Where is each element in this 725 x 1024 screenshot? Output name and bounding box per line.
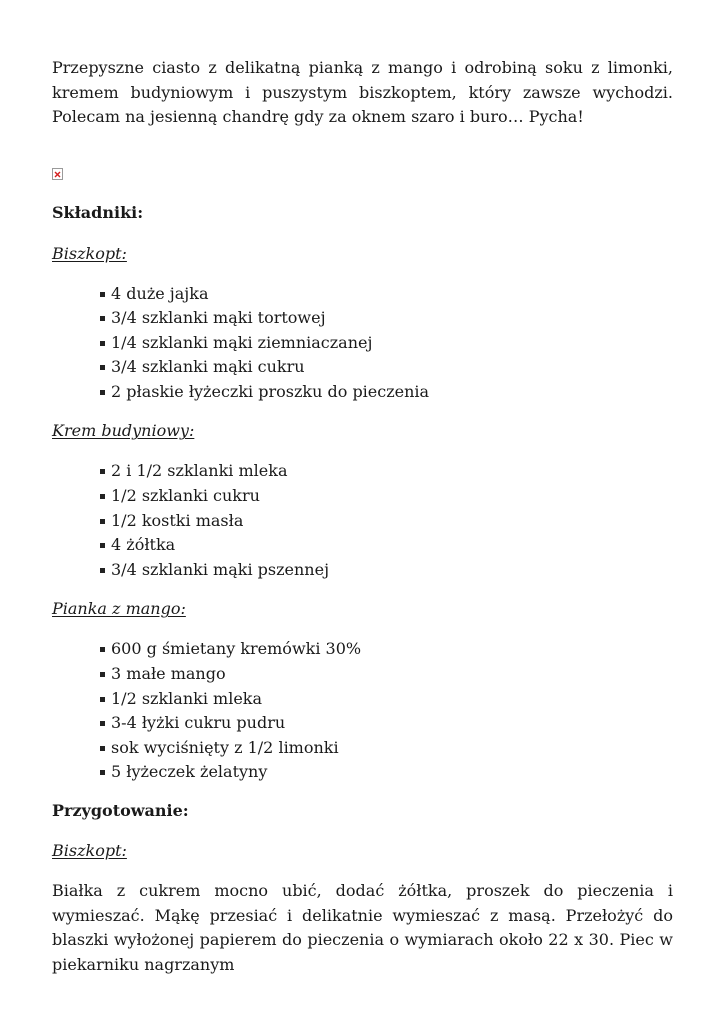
list-item: 600 g śmietany kremówki 30% — [100, 637, 673, 662]
list-item: 1/2 szklanki cukru — [100, 484, 673, 509]
preparation-heading: Przygotowanie: — [52, 801, 189, 820]
krem-ingredients-list — [52, 459, 673, 582]
bullet-icon — [100, 316, 105, 321]
intro-paragraph: Przepyszne ciasto z delikatną pianką z mango i odrobiną soku z limonki, kremem budyniowym i puszystym biszkoptem, który zawsze wychodzi. Polecam na jesienną chandrę gdy za oknem szaro i buro… Pycha! — [52, 58, 673, 126]
list-item: 3/4 szklanki mąki tortowej — [100, 306, 673, 331]
list-item: 2 i 1/2 szklanki mleka — [100, 459, 673, 484]
bullet-icon — [100, 770, 105, 775]
bullet-icon — [100, 365, 105, 370]
krem-ingredients-subheading: Krem budyniowy: — [52, 421, 195, 441]
list-item: 3/4 szklanki mąki pszennej — [100, 558, 673, 583]
list-item: 3 małe mango — [100, 662, 673, 687]
bullet-icon — [100, 543, 105, 548]
biszkopt-preparation-subheading: Biszkopt: — [52, 841, 127, 860]
broken-image-icon[interactable] — [52, 168, 63, 180]
ingredients-heading: Składniki: — [52, 202, 144, 222]
bullet-icon — [100, 292, 105, 297]
bullet-icon — [100, 341, 105, 346]
list-item: 1/2 kostki masła — [100, 509, 673, 534]
list-item: 4 żółtka — [100, 533, 673, 558]
pianka-ingredients-subheading: Pianka z mango: — [52, 599, 186, 619]
pianka-ingredients-list — [52, 637, 673, 785]
bullet-icon — [100, 697, 105, 702]
bullet-icon — [100, 519, 105, 524]
bullet-icon — [100, 746, 105, 751]
bullet-icon — [100, 721, 105, 726]
biszkopt-preparation-text: Białka z cukrem mocno ubić, dodać żółtka, proszek do pieczenia i wymieszać. Mąkę przesiać i delikatnie wymieszać z masą. Przełożyć do blaszki wyłożonej papierem do pieczenia o wymiarach około 22 x 30. Piec w piekarniku nagrzanym — [52, 881, 673, 974]
bullet-icon — [100, 390, 105, 395]
article-content — [52, 56, 673, 977]
bullet-icon — [100, 672, 105, 677]
bullet-icon — [100, 494, 105, 499]
list-item: sok wyciśnięty z 1/2 limonki — [100, 736, 673, 761]
list-item: 1/4 szklanki mąki ziemniaczanej — [100, 331, 673, 356]
bullet-icon — [100, 568, 105, 573]
list-item: 2 płaskie łyżeczki proszku do pieczenia — [100, 380, 673, 405]
bullet-icon — [100, 647, 105, 652]
list-item: 3/4 szklanki mąki cukru — [100, 355, 673, 380]
list-item: 1/2 szklanki mleka — [100, 687, 673, 712]
list-item: 5 łyżeczek żelatyny — [100, 760, 673, 785]
bullet-icon — [100, 469, 105, 474]
list-item: 3-4 łyżki cukru pudru — [100, 711, 673, 736]
list-item: 4 duże jajka — [100, 282, 673, 307]
biszkopt-ingredients-subheading: Biszkopt: — [52, 243, 127, 263]
biszkopt-ingredients-list — [52, 282, 673, 405]
